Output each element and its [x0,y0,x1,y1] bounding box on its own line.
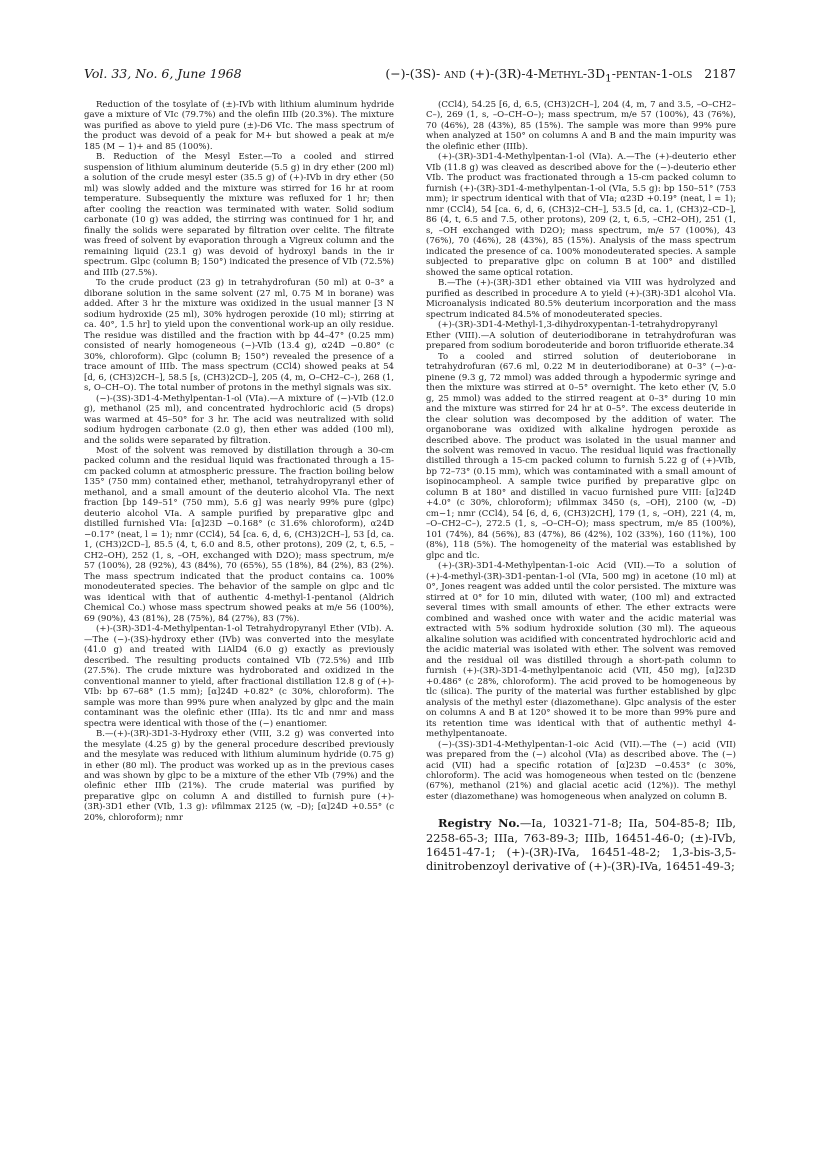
paragraph: Reduction of the tosylate of (±)-IVb with lithium aluminum hydride gave a mixture of VIc (79.7%) and the olefin IIIb (20.3%). The mixture was purified as above to yield pure (±)-D6 VIc. The mass spectrum of the product was devoid of a peak for M+ but showed a peak at m/e 185 (M − 1)+ and 85 (100%). [84,100,394,152]
page-header [84,66,736,86]
paragraph: (+)-(3R)-3D1-4-Methylpentan-1-oic Acid (VII).—To a solution of (+)-4-methyl-(3R)-3D1-pentan-1-ol (VIa, 500 mg) in acetone (10 ml) at 0°, Jones reagent was added until the color persisted. The mixture was stirred at 0° for 10 min, diluted with water, (100 ml) and extracted several times with small amounts of ether. The ether extracts were combined and washed once with water and the acidic material was extracted with 5% sodium hydroxide solution (30 ml). The aqueous alkaline solution was acidified with concentrated hydrochloric acid and the acidic material was isolated with ether. The solvent was removed and the residual oil was distilled through a short-path column to furnish (+)-(3R)-3D1-4-methylpentanoic acid (VII, 450 mg), [α]23D +0.486° (c 28%, chloroform). The acid proved to be homogeneous by tlc (silica). The purity of the material was further established by glpc analysis of the methyl ester (diazomethane). Glpc analysis of the ester on columns A and B at 120° showed it to be more than 99% pure and its retention time was identical with that of authentic methyl 4-methylpentanoate. [426,561,736,740]
running-title-text: (−)-(3S)- and (+)-(3R)-4-Methyl-3D [385,66,606,81]
paragraph: (+)-(3R)-3D1-4-Methyl-1,3-dihydroxypentan-1-tetrahydropyranyl Ether (VIII).—A solution of deuteriodiborane in tetrahydrofuran was prepared from sodium borodeuteride and boron trifluoride etherate.34 [426,320,736,352]
running-title-subscript: 1 [605,72,612,85]
paragraph: Most of the solvent was removed by distillation through a 30-cm packed column and the residual liquid was fractionated through a 15-cm packed column at atmospheric pressure. The fraction boiling below 135° (750 mm) contained ether, methanol, tetrahydropyranyl ether of methanol, and a small amount of the deuterio alcohol VIa. The next fraction [bp 149–51° (750 mm), 5.6 g] was nearly 99% pure (glpc) deuterio alcohol VIa. A sample purified by preparative glpc and distilled furnished VIa: [α]23D −0.168° (c 31.6% chloroform), α24D −0.17° (neat, l = 1); nmr (CCl4), 54 [ca. 6, d, 6, (CH3)2CH–], 53 [d, ca. 1, (CH3)2CD–], 85.5 (4, t, 6.0 and 8.5, other protons), 209 (2, t, 6.5, –CH2–OH), 252 (1, s, –OH, exchanged with D2O); mass spectrum, m/e 57 (100%), 28 (92%), 43 (84%), 70 (65%), 55 (18%), 84 (2%), 83 (2%). The mass spectrum indicated that the product contains ca. 100% monodeuterated species. The behavior of the sample on glpc and tlc was identical with that of authentic 4-methyl-1-pentanol (Aldrich Chemical Co.) whose mass spectrum showed peaks at m/e 56 (100%), 69 (90%), 43 (81%), 28 (75%), 84 (27%), 83 (7%). [84,445,394,624]
paragraph: (CCl4), 54.25 [6, d, 6.5, (CH3)2CH–], 204 (4, m, 7 and 3.5, –O–CH2–C–), 269 (1, s, –O–CH–O–); mass spectrum, m/e 57 (100%), 43 (76%), 70 (46%), 28 (43%), 85 (15%). The sample was more than 99% pure when analyzed at 150° on columns A and B and the main impurity was the olefinic ether (IIIb). [426,100,736,152]
left-column [84,100,394,1140]
running-title [385,66,736,85]
running-title-tail: -pentan-1-ols [611,66,693,81]
paragraph: B. Reduction of the Mesyl Ester.—To a cooled and stirred suspension of lithium aluminum deuteride (5.5 g) in dry ether (200 ml) a solution of the crude mesyl ester (35.5 g) of (+)-IVb in dry ether (50 ml) was slowly added and the mixture was stirred for 16 hr at room temperature. Subsequently the mixture was refluxed for 1 hr; then after cooling the reaction was terminated with water. Solid sodium carbonate (10 g) was added, the stirring was continued for 1 hr, and finally the solids were separated by filtration over celite. The filtrate was freed of solvent by evaporation through a Vigreux column and the remaining liquid (23.1 g) was devoid of hydroxyl bands in the ir spectrum. Glpc (column B; 150°) indicated the presence of VIb (72.5%) and IIIb (27.5%). [84,152,394,278]
right-column [426,100,736,1140]
paragraph: (+)-(3R)-3D1-4-Methylpentan-1-ol (VIa). A.—The (+)-deuterio ether VIb (11.8 g) was cleaved as described above for the (−)-deuterio ether VIb. The product was fractionated through a 15-cm packed column to furnish (+)-(3R)-3D1-4-methylpentan-1-ol (VIa, 5.5 g): bp 150–51° (753 mm); ir spectrum identical with that of VIa; α23D +0.19° (neat, l = 1); nmr (CCl4), 54 [ca. 6, d, 6, (CH3)2–CH–], 53.5 [d, ca. 1, (CH3)2–CD–], 86 (4, t, 6.5 and 7.5, other protons), 209 (2, t, 6.5, –CH2–OH), 251 (1, s, –OH exchanged with D2O); mass spectrum, m/e 57 (100%), 43 (76%), 70 (46%), 28 (43%), 85 (15%). Analysis of the mass spectrum indicated the presence of ca. 100% monodeuterated species. A sample subjected to preparative glpc on column B at 100° and distilled showed the same optical rotation. [426,152,736,278]
journal-citation: Vol. 33, No. 6, June 1968 [84,66,242,81]
paragraph: B.—(+)-(3R)-3D1-3-Hydroxy ether (VIII, 3.2 g) was converted into the mesylate (4.25 g) by the general procedure described previously and the mesylate was reduced with lithium aluminum hydride (0.75 g) in ether (80 ml). The product was worked up as in the previous cases and was shown by glpc to be a mixture of the ether VIb (79%) and the olefinic ether IIIb (21%). The crude material was purified by preparative glpc on column A and distilled to furnish pure (+)-(3R)-3D1 ether (VIb, 1.3 g): νfilmmax 2125 (w, –D); [α]24D +0.55° (c 20%, chloroform); nmr [84,729,394,823]
paragraph: To a cooled and stirred solution of deuterioborane in tetrahydrofuran (67.6 ml, 0.22 M in deuteriodiborane) at 0–3° (−)-α-pinene (9.3 g, 72 mmol) was added through a hypodermic syringe and then the mixture was stirred at 0–5° overnight. The keto ether (V, 5.0 g, 25 mmol) was added to the stirred reagent at 0–3° during 10 min and the mixture was stirred for 24 hr at 0–5°. The excess deuteride in the clear solution was decomposed by the addition of water. The organoborane was oxidized with alkaline hydrogen peroxide as described above. The product was isolated in the usual manner and the solvent was removed in vacuo. The residual liquid was fractionally distilled through a 15-cm packed column to furnish 5.22 g of (+)-VIb, bp 72–73° (0.15 mm), which was contaminated with a small amount of isopinocampheol. A sample twice purified by preparative glpc on column B at 180° and distilled in vacuo furnished pure VIII: [α]24D +4.0° (c 30%, chloroform); νfilmmax 3450 (s, –OH), 2100 (w, –D) cm−1; nmr (CCl4), 54 [6, d, 6, (CH3)2CH], 179 (1, s, –OH), 221 (4, m, –O–CH2–C–), 272.5 (1, s, –O–CH–O); mass spectrum, m/e 85 (100%), 101 (74%), 84 (56%), 83 (47%), 86 (42%), 102 (33%), 160 (11%), 100 (8%), 118 (5%). The homogeneity of the material was established by glpc and tlc. [426,351,736,561]
registry-label: Registry No. [438,816,520,831]
paragraph: To the crude product (23 g) in tetrahydrofuran (50 ml) at 0–3° a diborane solution in the same solvent (27 ml, 0.75 M in borane) was added. After 3 hr the mixture was oxidized in the usual manner [3 N sodium hydroxide (25 ml), 30% hydrogen peroxide (10 ml); stirring at ca. 40°, 1.5 hr] to yield upon the conventional work-up an oily residue. The residue was distilled and the fraction with bp 44–47° (0.25 mm) consisted of nearly homogeneous (−)-VIb (13.4 g), α24D −0.80° (c 30%, chloroform). Glpc (column B; 150°) revealed the presence of a trace amount of IIIb. The mass spectrum (CCl4) showed peaks at 54 [d, 6, (CH3)2CH–], 58.5 [s, (CH3)2CD–], 205 (4, m, O–CH2–C–), 268 (1, s, O–CH–O). The total number of protons in the methyl signals was six. [84,278,394,394]
paragraph: (−)-(3S)-3D1-4-Methylpentan-1-oic Acid (VII).—The (−) acid (VII) was prepared from the (−) alcohol (VIa) as described above. The (−) acid (VII) had a specific rotation of [α]23D −0.453° (c 30%, chloroform). The acid was homogeneous when tested on tlc (benzene (67%), methanol (21%) and glacial acetic acid (12%)). The methyl ester (diazomethane) was homogeneous when analyzed on column B. [426,739,736,802]
paragraph: (+)-(3R)-3D1-4-Methylpentan-1-ol Tetrahydropyranyl Ether (VIb). A.—The (−)-(3S)-hydroxy ether (IVb) was converted into the mesylate (41.0 g) and treated with LiAlD4 (6.0 g) exactly as previously described. The resulting products contained VIb (72.5%) and IIIb (27.5%). The crude mixture was hydroborated and oxidized in the conventional manner to yield, after fractional distillation 12.8 g of (+)-VIb: bp 67–68° (1.5 mm); [α]24D +0.82° (c 30%, chloroform). The sample was more than 99% pure when analyzed by glpc and the main contaminant was the olefinic ether (IIIa). Its tlc and nmr and mass spectra were identical with those of the (−) enantiomer. [84,624,394,729]
paragraph: B.—The (+)-(3R)-3D1 ether obtained via VIII was hydrolyzed and purified as described in procedure A to yield (+)-(3R)-3D1 alcohol VIa. Microanalysis indicated 80.5% deuterium incorporation and the mass spectrum indicated 84.5% of monodeuterated species. [426,278,736,320]
paragraph: (−)-(3S)-3D1-4-Methylpentan-1-ol (VIa).—A mixture of (−)-VIb (12.0 g), methanol (25 ml), and concentrated hydrochloric acid (5 drops) was warmed at 45–50° for 3 hr. The acid was neutralized with solid sodium hydrogen carbonate (2.0 g), then ether was added (100 ml), and the solids were separated by filtration. [84,393,394,446]
registry-numbers [426,816,736,873]
page-number: 2187 [704,66,736,81]
registry-text: —Ia, 10321-71-8; IIa, 504-85-8; IIb, 2258-65-3; IIIa, 763-89-3; IIIb, 16451-46-0; (±)-IVb, 16451-47-1; (+)-(3R)-IVa, 16451-48-2; 1,3-bis-3,5-dinitrobenzoyl derivative of (+)-(3R)-IVa, 16451-49-3; [426,816,736,874]
